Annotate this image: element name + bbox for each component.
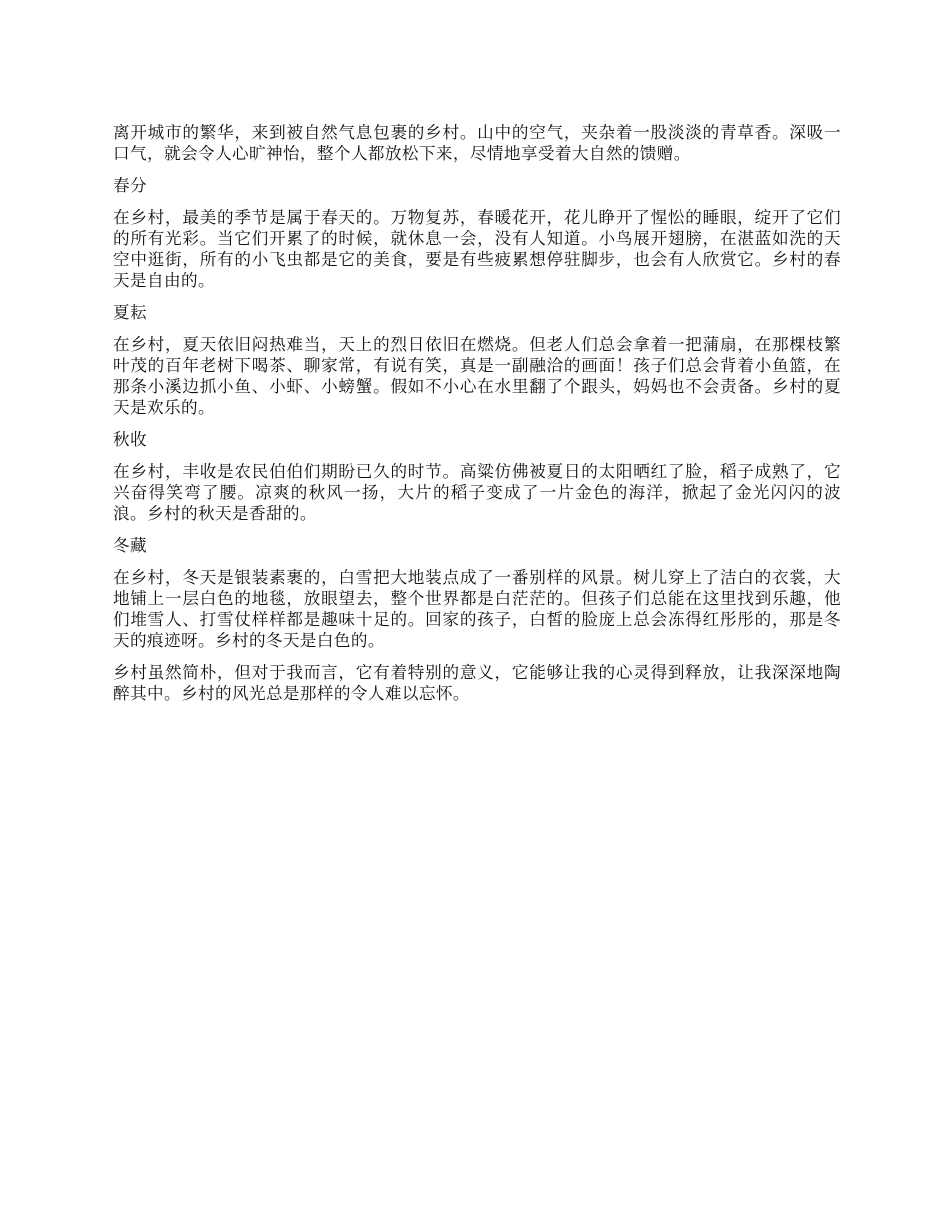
winter-heading: 冬藏 bbox=[113, 536, 147, 555]
autumn-paragraph: 在乡村，丰收是农民伯伯们期盼已久的时节。高粱仿佛被夏日的太阳晒红了脸，稻子成熟了，它兴奋得笑弯了腰。凉爽的秋风一扬，大片的稻子变成了一片金色的海洋，掀起了金光闪闪的波浪。乡村的秋天是香甜的。 bbox=[113, 462, 841, 523]
spring-paragraph: 在乡村，最美的季节是属于春天的。万物复苏，春暖花开，花儿睁开了惺忪的睡眼，绽开了它们的所有光彩。当它们开累了的时候，就休息一会，没有人知道。小鸟展开翅膀，在湛蓝如洗的天空中逛街，所有的小飞虫都是它的美食，要是有些疲累想停驻脚步，也会有人欣赏它。乡村的春天是自由的。 bbox=[113, 208, 841, 290]
winter-paragraph: 在乡村，冬天是银装素裹的，白雪把大地装点成了一番别样的风景。树儿穿上了洁白的衣裳，大地铺上一层白色的地毯，放眼望去，整个世界都是白茫茫的。但孩子们总能在这里找到乐趣，他们堆雪人、打雪仗样样都是趣味十足的。回家的孩子，白皙的脸庞上总会冻得红彤彤的，那是冬天的痕迹呀。乡村的冬天是白色的。 bbox=[113, 568, 841, 650]
autumn-heading: 秋收 bbox=[113, 430, 147, 449]
spring-heading: 春分 bbox=[113, 176, 147, 195]
summer-paragraph: 在乡村，夏天依旧闷热难当，天上的烈日依旧在燃烧。但老人们总会拿着一把蒲扇，在那棵枝繁叶茂的百年老树下喝茶、聊家常，有说有笑，真是一副融洽的画面！孩子们总会背着小鱼篮，在那条小溪边抓小鱼、小虾、小螃蟹。假如不小心在水里翻了个跟头，妈妈也不会责备。乡村的夏天是欢乐的。 bbox=[113, 335, 841, 417]
conclusion-paragraph: 乡村虽然简朴，但对于我而言，它有着特别的意义，它能够让我的心灵得到释放，让我深深地陶醉其中。乡村的风光总是那样的令人难以忘怀。 bbox=[113, 663, 841, 703]
document-page bbox=[113, 122, 841, 715]
intro-paragraph: 离开城市的繁华，来到被自然气息包裹的乡村。山中的空气，夹杂着一股淡淡的青草香。深吸一口气，就会令人心旷神怡，整个人都放松下来，尽情地享受着大自然的馈赠。 bbox=[113, 123, 841, 163]
summer-heading: 夏耘 bbox=[113, 303, 147, 322]
